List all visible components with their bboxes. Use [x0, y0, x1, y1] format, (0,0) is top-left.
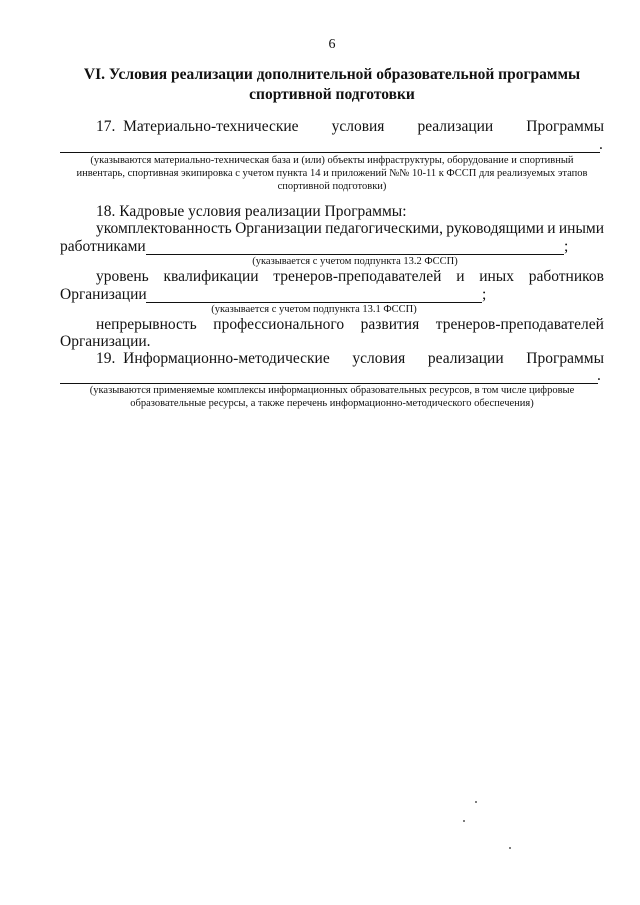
note-line: спортивной подготовки) [277, 181, 387, 192]
note-line: (указываются материально-техническая база и (или) объекты инфраструктуры, оборудование и спортивный [90, 155, 574, 166]
staff-semicolon: ; [564, 238, 569, 255]
word: уровень [96, 268, 149, 285]
word: тренеров-преподавателей [273, 268, 442, 285]
item-19-word: реализации [427, 350, 504, 367]
item-17-fill-line [60, 152, 600, 153]
word: и [547, 220, 556, 237]
item-18-staff-word: работниками [60, 238, 146, 255]
item-18-heading: 18. Кадровые условия реализации Программы: [96, 203, 407, 220]
item-19-note [60, 384, 604, 410]
word: и [456, 268, 465, 285]
note-line: (указываются применяемые комплексы информационных образовательных ресурсов, в том числе цифровые [89, 385, 575, 396]
word: иных [479, 268, 514, 285]
item-19-line [96, 350, 604, 368]
word: руководящими [446, 220, 544, 237]
scan-speck [463, 820, 465, 822]
word: Организации [235, 220, 322, 237]
word: тренеров-преподавателей [435, 316, 604, 333]
word: педагогическими, [325, 220, 443, 237]
page-number: 6 [328, 37, 336, 52]
item-17-word: условия [331, 118, 385, 135]
note-line: образовательные ресурсы, а также перечень информационно-методического обеспечения) [130, 398, 534, 409]
organization-word: Организации [60, 286, 147, 303]
item-18-continuity-line [96, 316, 604, 334]
staff-note: (указывается с учетом подпункта 13.2 ФССП) [252, 256, 458, 267]
item-19-period: . [597, 367, 601, 384]
word: квалификации [163, 268, 259, 285]
item-19-word: условия [352, 350, 406, 367]
word: укомплектованность [96, 220, 232, 237]
scan-speck [475, 801, 477, 803]
item-17-period: . [599, 136, 603, 153]
item-17-word: реализации [417, 118, 494, 135]
item-18-qualification-line [96, 268, 604, 286]
qualification-semicolon: ; [482, 286, 487, 303]
item-18-staff-line [96, 220, 604, 238]
continuity-end: Организации. [60, 333, 151, 350]
item-17-number-and-word: 17. Материально-технические [96, 118, 299, 135]
word: развития [360, 316, 420, 333]
item-17-line [96, 118, 604, 136]
scan-speck [509, 847, 511, 849]
word: непрерывность [96, 316, 197, 333]
item-19-number-and-word: 19. Информационно-методические [96, 350, 330, 367]
item-17-word: Программы [526, 118, 604, 135]
word: профессионального [213, 316, 345, 333]
word: работников [528, 268, 604, 285]
item-19-word: Программы [526, 350, 604, 367]
note-line: инвентарь, спортивная экипировка с учетом пункта 14 и приложений №№ 10-11 к ФССП для реализуемых этапов [76, 168, 588, 179]
item-17-note [60, 154, 604, 193]
word: иными [558, 220, 604, 237]
qualification-note: (указывается с учетом подпункта 13.1 ФССП) [211, 304, 417, 315]
section-title-line-1: VI. Условия реализации дополнительной образовательной программы [83, 66, 581, 83]
section-title-line-2: спортивной подготовки [249, 86, 415, 103]
